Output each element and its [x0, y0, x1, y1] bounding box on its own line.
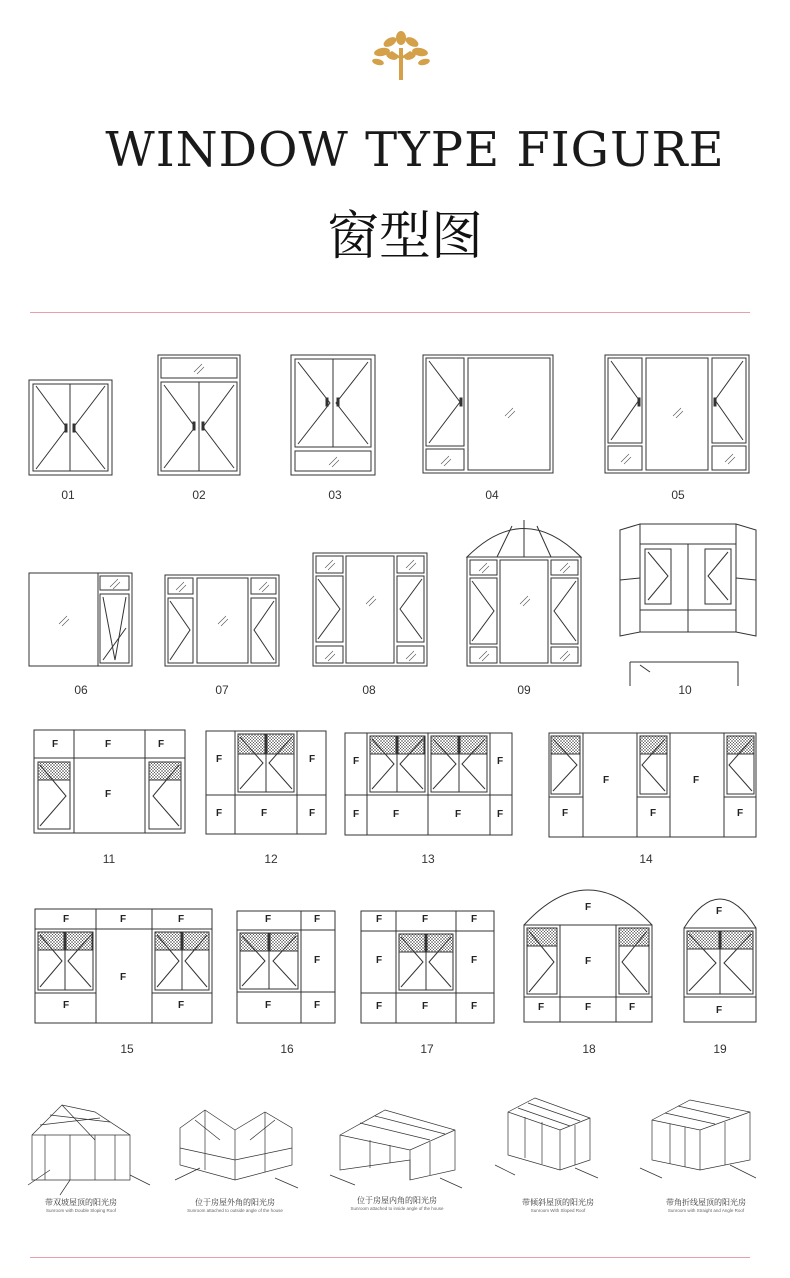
- fixed-pane-label: F: [105, 739, 112, 750]
- sunroom-caption-1: 带双坡屋顶的阳光房: [45, 1198, 117, 1207]
- window-type-07: [165, 575, 279, 666]
- fixed-pane-label: F: [422, 914, 429, 925]
- sunroom-subcaption-2: Sunroom attached to outside angle of the house: [187, 1208, 283, 1213]
- fixed-pane-label: F: [737, 808, 744, 819]
- sunroom-caption-5: 带角折线屋顶的阳光房: [666, 1198, 746, 1207]
- fixed-pane-label: F: [216, 754, 223, 765]
- fixed-pane-label: F: [497, 809, 504, 820]
- fixed-pane-label: F: [629, 1002, 636, 1013]
- fixed-pane-label: F: [585, 902, 592, 913]
- window-type-16: [237, 911, 335, 1023]
- window-label-17: 17: [420, 1042, 434, 1056]
- fixed-pane-label: F: [178, 1000, 185, 1011]
- fixed-pane-label: F: [471, 914, 478, 925]
- fixed-pane-label: F: [158, 739, 165, 750]
- window-label-15: 15: [120, 1042, 134, 1056]
- window-label-08: 08: [362, 683, 376, 697]
- fixed-pane-label: F: [261, 808, 268, 819]
- window-label-11: 11: [102, 852, 116, 866]
- window-type-06: [29, 573, 132, 666]
- fixed-pane-label: F: [376, 955, 383, 966]
- window-label-04: 04: [485, 488, 499, 502]
- sunroom-subcaption-1: Sunroom with Double Sloping Roof: [45, 1208, 117, 1213]
- fixed-pane-label: F: [178, 914, 185, 925]
- fixed-pane-label: F: [650, 808, 657, 819]
- fixed-pane-label: F: [63, 1000, 70, 1011]
- fixed-pane-label: F: [693, 775, 700, 786]
- fixed-pane-label: F: [52, 739, 59, 750]
- fixed-pane-label: F: [376, 914, 383, 925]
- fixed-pane-label: F: [455, 809, 462, 820]
- fixed-pane-label: F: [716, 906, 723, 917]
- window-type-02: [158, 355, 240, 475]
- sunroom-subcaption-3: Sunroom attached to inside angle of the house: [350, 1206, 444, 1211]
- fixed-pane-label: F: [497, 756, 504, 767]
- fixed-pane-label: F: [314, 1000, 321, 1011]
- sunroom-caption-2: 位于房屋外角的阳光房: [195, 1198, 275, 1207]
- sunroom-subcaption-4: Sunroom With Sloped Roof: [530, 1208, 586, 1213]
- window-label-13: 13: [421, 852, 435, 866]
- window-label-14: 14: [639, 852, 653, 866]
- fixed-pane-label: F: [309, 754, 316, 765]
- window-type-05: [605, 355, 749, 473]
- window-type-03: [291, 355, 375, 475]
- window-type-04: [423, 355, 553, 473]
- fixed-pane-label: F: [265, 1000, 272, 1011]
- sunroom-outside-angle: [175, 1110, 298, 1188]
- fixed-pane-label: F: [309, 808, 316, 819]
- fixed-pane-label: F: [314, 955, 321, 966]
- fixed-pane-label: F: [393, 809, 400, 820]
- fixed-pane-label: F: [265, 914, 272, 925]
- window-type-01: [29, 380, 112, 475]
- window-label-09: 09: [517, 683, 531, 697]
- fixed-pane-label: F: [422, 1001, 429, 1012]
- sunroom-sloped-roof: [495, 1098, 598, 1178]
- window-label-07: 07: [215, 683, 229, 697]
- window-type-13: [345, 733, 512, 835]
- window-label-19: 19: [713, 1042, 727, 1056]
- window-label-01: 01: [61, 488, 75, 502]
- fixed-pane-label: F: [353, 809, 360, 820]
- fixed-pane-label: F: [471, 955, 478, 966]
- fixed-pane-label: F: [63, 914, 70, 925]
- fixed-pane-label: F: [120, 914, 127, 925]
- fixed-pane-label: F: [603, 775, 610, 786]
- window-type-19: [684, 899, 756, 1022]
- window-label-06: 06: [74, 683, 88, 697]
- fixed-pane-label: F: [376, 1001, 383, 1012]
- window-type-14: [549, 733, 756, 837]
- window-type-15: [35, 909, 212, 1023]
- sunroom-straight-angle-roof: [640, 1100, 756, 1178]
- window-label-05: 05: [671, 488, 685, 502]
- fixed-pane-label: F: [471, 1001, 478, 1012]
- window-label-16: 16: [280, 1042, 294, 1056]
- fixed-pane-label: F: [716, 1005, 723, 1016]
- sunroom-caption-3: 位于房屋内角的阳光房: [357, 1196, 437, 1205]
- sunroom-inside-angle: [330, 1110, 462, 1188]
- sunroom-caption-4: 带倾斜屋顶的阳光房: [522, 1198, 594, 1207]
- page-title: WINDOW TYPE FIGURE: [105, 122, 725, 178]
- sunroom-double-sloping: [28, 1105, 150, 1195]
- window-label-12: 12: [264, 852, 278, 866]
- sunroom-subcaption-5: Sunroom with Straight and Angle Roof: [667, 1208, 745, 1213]
- fixed-pane-label: F: [314, 914, 321, 925]
- window-label-02: 02: [192, 488, 206, 502]
- window-label-10: 10: [678, 683, 692, 697]
- window-label-18: 18: [582, 1042, 596, 1056]
- window-type-09: [467, 520, 581, 666]
- fixed-pane-label: F: [353, 756, 360, 767]
- fixed-pane-label: F: [120, 972, 127, 983]
- fixed-pane-label: F: [562, 808, 569, 819]
- window-type-10: [620, 524, 756, 686]
- fixed-pane-label: F: [585, 1002, 592, 1013]
- page-subtitle: 窗型图: [326, 207, 483, 267]
- window-type-08: [313, 553, 427, 666]
- fixed-pane-label: F: [538, 1002, 545, 1013]
- fixed-pane-label: F: [105, 789, 112, 800]
- fixed-pane-label: F: [585, 956, 592, 967]
- fixed-pane-label: F: [216, 808, 223, 819]
- window-label-03: 03: [328, 488, 342, 502]
